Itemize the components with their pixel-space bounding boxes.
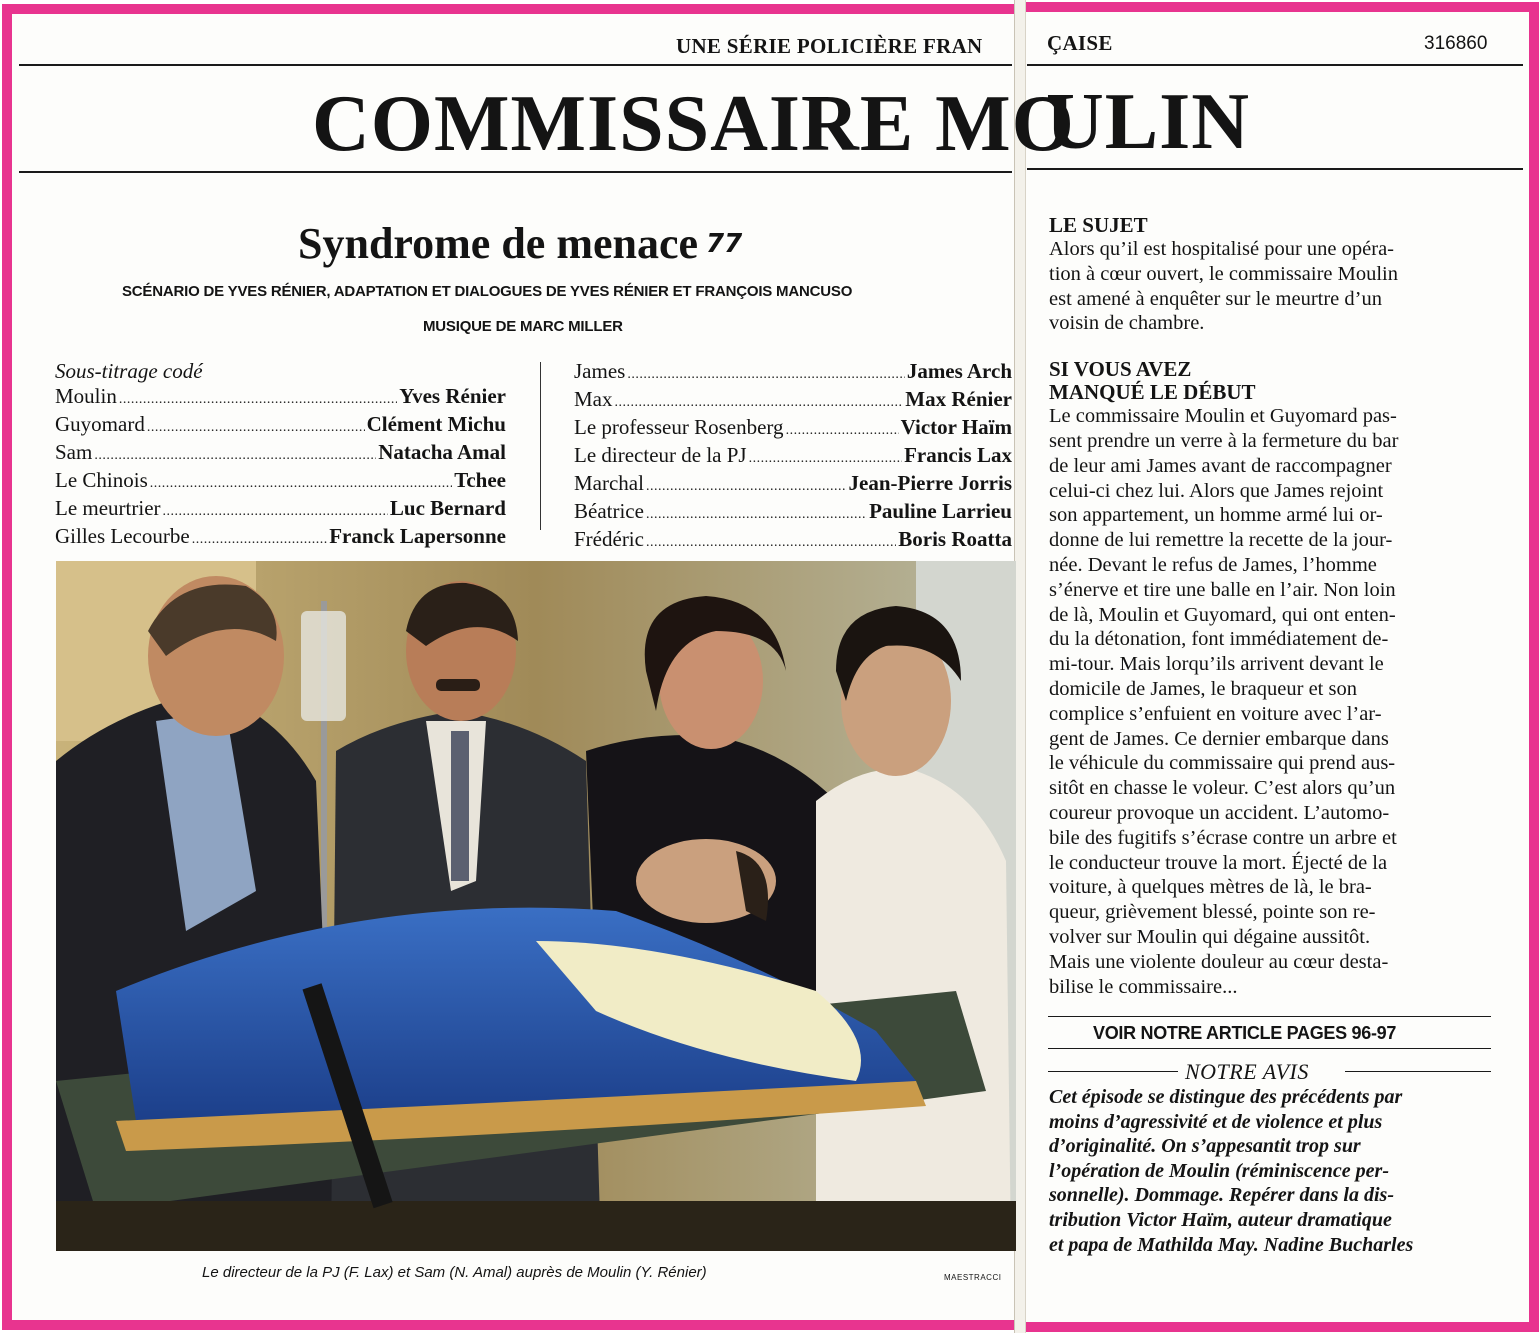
role-name: Sam bbox=[55, 440, 93, 464]
missed-start-heading-1: SI VOUS AVEZ bbox=[1049, 357, 1192, 382]
synopsis-column bbox=[1049, 214, 1489, 999]
text-line: coureur provoque un accident. L’automo- bbox=[1049, 801, 1390, 824]
leader-dots bbox=[646, 527, 896, 555]
header-rule-bottom-left bbox=[19, 171, 1012, 173]
header-rule-top-right bbox=[1027, 64, 1523, 66]
text-line: s’énerve et tire une balle en l’air. Non loin bbox=[1049, 578, 1396, 601]
leader-dots bbox=[94, 440, 376, 468]
photo-caption: Le directeur de la PJ (F. Lax) et Sam (N. Amal) auprès de Moulin (Y. Rénier) bbox=[202, 1264, 707, 1281]
actor-name: Franck Lapersonne bbox=[329, 524, 506, 548]
header-rule-bottom-right bbox=[1027, 168, 1523, 170]
photo-credit: MAESTRACCI bbox=[944, 1273, 1002, 1282]
leader-dots bbox=[119, 384, 397, 412]
text-line: celui-ci chez lui. Alors que James rejoint bbox=[1049, 479, 1384, 502]
leader-dots bbox=[646, 471, 847, 499]
series-title-right: ULIN bbox=[1046, 78, 1251, 166]
role-name: Le Chinois bbox=[55, 468, 148, 492]
opinion-text bbox=[1049, 1085, 1492, 1257]
text-line: mi-tour. Mais lorqu’ils arrivent devant le bbox=[1049, 653, 1384, 676]
cast-list-left bbox=[55, 359, 506, 552]
text-line: tion à cœur ouvert, le commissaire Moulin bbox=[1049, 262, 1398, 285]
text-line: d’originalité. On s’appesantit trop sur bbox=[1049, 1135, 1361, 1158]
cast-row bbox=[55, 496, 506, 524]
cast-divider bbox=[540, 362, 541, 530]
text-line: queur, grièvement blessé, pointe son re- bbox=[1049, 901, 1376, 924]
actor-name: Tchee bbox=[454, 468, 506, 492]
role-name: Guyomard bbox=[55, 412, 145, 436]
leader-dots bbox=[627, 359, 904, 387]
cast-row bbox=[55, 384, 506, 412]
cast-row bbox=[574, 443, 1012, 471]
leader-dots bbox=[150, 468, 453, 496]
opinion-heading: NOTRE AVIS bbox=[1185, 1059, 1309, 1084]
episode-heading bbox=[298, 218, 742, 269]
text-line: et papa de Mathilda May. Nadine Bucharles bbox=[1049, 1233, 1414, 1256]
role-name: Gilles Lecourbe bbox=[55, 524, 190, 548]
missed-start-heading-2: MANQUÉ LE DÉBUT bbox=[1049, 380, 1256, 405]
actor-name: Natacha Amal bbox=[378, 440, 506, 464]
actor-name: James Arch bbox=[906, 359, 1012, 383]
role-name: Max bbox=[574, 387, 613, 411]
text-line: du la détonation, font immédiatement de- bbox=[1049, 628, 1389, 651]
kicker-left: UNE SÉRIE POLICIÈRE FRAN bbox=[676, 34, 983, 58]
role-name: Le meurtrier bbox=[55, 496, 161, 520]
actor-name: Boris Roatta bbox=[898, 527, 1012, 551]
subject-text bbox=[1049, 237, 1489, 336]
text-line: son appartement, un homme armé lui or- bbox=[1049, 504, 1383, 527]
text-line: gent de James. Ce dernier embarque dans bbox=[1049, 727, 1389, 750]
cast-row bbox=[55, 468, 506, 496]
cast-row bbox=[574, 387, 1012, 415]
actor-name: Max Rénier bbox=[905, 387, 1012, 411]
text-line: voisin de chambre. bbox=[1049, 312, 1205, 335]
text-line: Le commissaire Moulin et Guyomard pas- bbox=[1049, 405, 1397, 428]
opinion-rule-right bbox=[1345, 1071, 1491, 1072]
text-line: donne de lui remettre la recette de la jour- bbox=[1049, 529, 1393, 552]
text-line: volver sur Moulin qui dégaine aussitôt. bbox=[1049, 925, 1371, 948]
leader-dots bbox=[646, 499, 867, 527]
text-line: complice s’enfuient en voiture avec l’ar- bbox=[1049, 702, 1382, 725]
cast-row bbox=[55, 440, 506, 468]
actor-name: Clément Michu bbox=[366, 412, 506, 436]
kicker-right: ÇAISE bbox=[1047, 31, 1113, 55]
actor-name: Jean-Pierre Jorris bbox=[848, 471, 1012, 495]
text-line: voiture, à quelques mètres de là, le bra- bbox=[1049, 876, 1372, 899]
text-line: Cet épisode se distingue des précédents par bbox=[1049, 1086, 1403, 1108]
text-line: bilise le commissaire... bbox=[1049, 975, 1238, 998]
role-name: James bbox=[574, 359, 626, 383]
article-rule-bottom bbox=[1048, 1048, 1491, 1049]
cast-row bbox=[574, 499, 1012, 527]
leader-dots bbox=[615, 387, 904, 415]
text-line: Mais une violente douleur au cœur desta- bbox=[1049, 950, 1389, 973]
text-line: tribution Victor Haïm, auteur dramatique bbox=[1049, 1208, 1392, 1231]
leader-dots bbox=[192, 524, 328, 552]
opinion-rule-left bbox=[1048, 1071, 1178, 1072]
article-reference: VOIR NOTRE ARTICLE PAGES 96-97 bbox=[1093, 1023, 1397, 1043]
subtitle-note: Sous-titrage codé bbox=[55, 359, 203, 383]
actor-name: Luc Bernard bbox=[389, 496, 506, 520]
series-title-left: COMMISSAIRE MO bbox=[312, 80, 1075, 168]
text-line: sonnelle). Dommage. Repérer dans la dis- bbox=[1049, 1184, 1394, 1207]
role-name: Marchal bbox=[574, 471, 644, 495]
text-line: est amené à enquêter sur le meurtre d’un bbox=[1049, 287, 1382, 310]
episode-number: 77 bbox=[706, 229, 743, 259]
cast-row bbox=[574, 359, 1012, 387]
text-line: sent prendre un verre à la fermeture du bar bbox=[1049, 429, 1399, 452]
role-name: Béatrice bbox=[574, 499, 644, 523]
actor-name: Pauline Larrieu bbox=[869, 499, 1012, 523]
leader-dots bbox=[147, 412, 365, 440]
text-line: moins d’agressivité et de violence et plus bbox=[1049, 1110, 1383, 1133]
role-name: Moulin bbox=[55, 384, 117, 408]
actor-name: Francis Lax bbox=[904, 443, 1012, 467]
leader-dots bbox=[786, 415, 899, 443]
role-name: Frédéric bbox=[574, 527, 644, 551]
writing-credits: SCÉNARIO DE YVES RÉNIER, ADAPTATION ET DIALOGUES DE YVES RÉNIER ET FRANÇOIS MANCUSO bbox=[122, 283, 853, 300]
text-line: née. Devant le refus de James, l’homme bbox=[1049, 553, 1377, 576]
text-line: bile des fugitifs s’écrase contre un arbre et bbox=[1049, 826, 1397, 849]
header-rule-top-left bbox=[19, 64, 1012, 66]
text-line: de leur ami James avant de raccompagner bbox=[1049, 454, 1392, 477]
cast-row bbox=[574, 415, 1012, 443]
text-line: sitôt en chasse le voleur. C’est alors qu’un bbox=[1049, 777, 1396, 800]
cast-row bbox=[574, 471, 1012, 499]
text-line: de là, Moulin et Guyomard, qui ont enten- bbox=[1049, 603, 1396, 626]
leader-dots bbox=[749, 443, 902, 471]
music-credits: MUSIQUE DE MARC MILLER bbox=[423, 318, 623, 335]
cast-row bbox=[55, 412, 506, 440]
reference-code: 316860 bbox=[1424, 33, 1488, 54]
episode-photo bbox=[56, 561, 1016, 1251]
role-name: Le directeur de la PJ bbox=[574, 443, 747, 467]
leader-dots bbox=[163, 496, 388, 524]
cast-row bbox=[574, 527, 1012, 555]
article-rule-top bbox=[1048, 1016, 1491, 1017]
text-line: domicile de James, le braqueur et son bbox=[1049, 677, 1357, 700]
text-line: Alors qu’il est hospitalisé pour une opéra- bbox=[1049, 238, 1395, 260]
cast-row bbox=[55, 524, 506, 552]
text-line: l’opération de Moulin (réminiscence per- bbox=[1049, 1159, 1389, 1182]
actor-name: Victor Haïm bbox=[900, 415, 1012, 439]
text-line: le conducteur trouve la mort. Éjecté de la bbox=[1049, 851, 1388, 874]
cast-list-right bbox=[574, 359, 1012, 555]
episode-title: Syndrome de menace bbox=[298, 219, 699, 268]
subject-heading: LE SUJET bbox=[1049, 213, 1148, 237]
missed-start-text bbox=[1049, 404, 1489, 999]
text-line: le véhicule du commissaire qui prend aus- bbox=[1049, 752, 1396, 775]
role-name: Le professeur Rosenberg bbox=[574, 415, 784, 439]
actor-name: Yves Rénier bbox=[399, 384, 506, 408]
